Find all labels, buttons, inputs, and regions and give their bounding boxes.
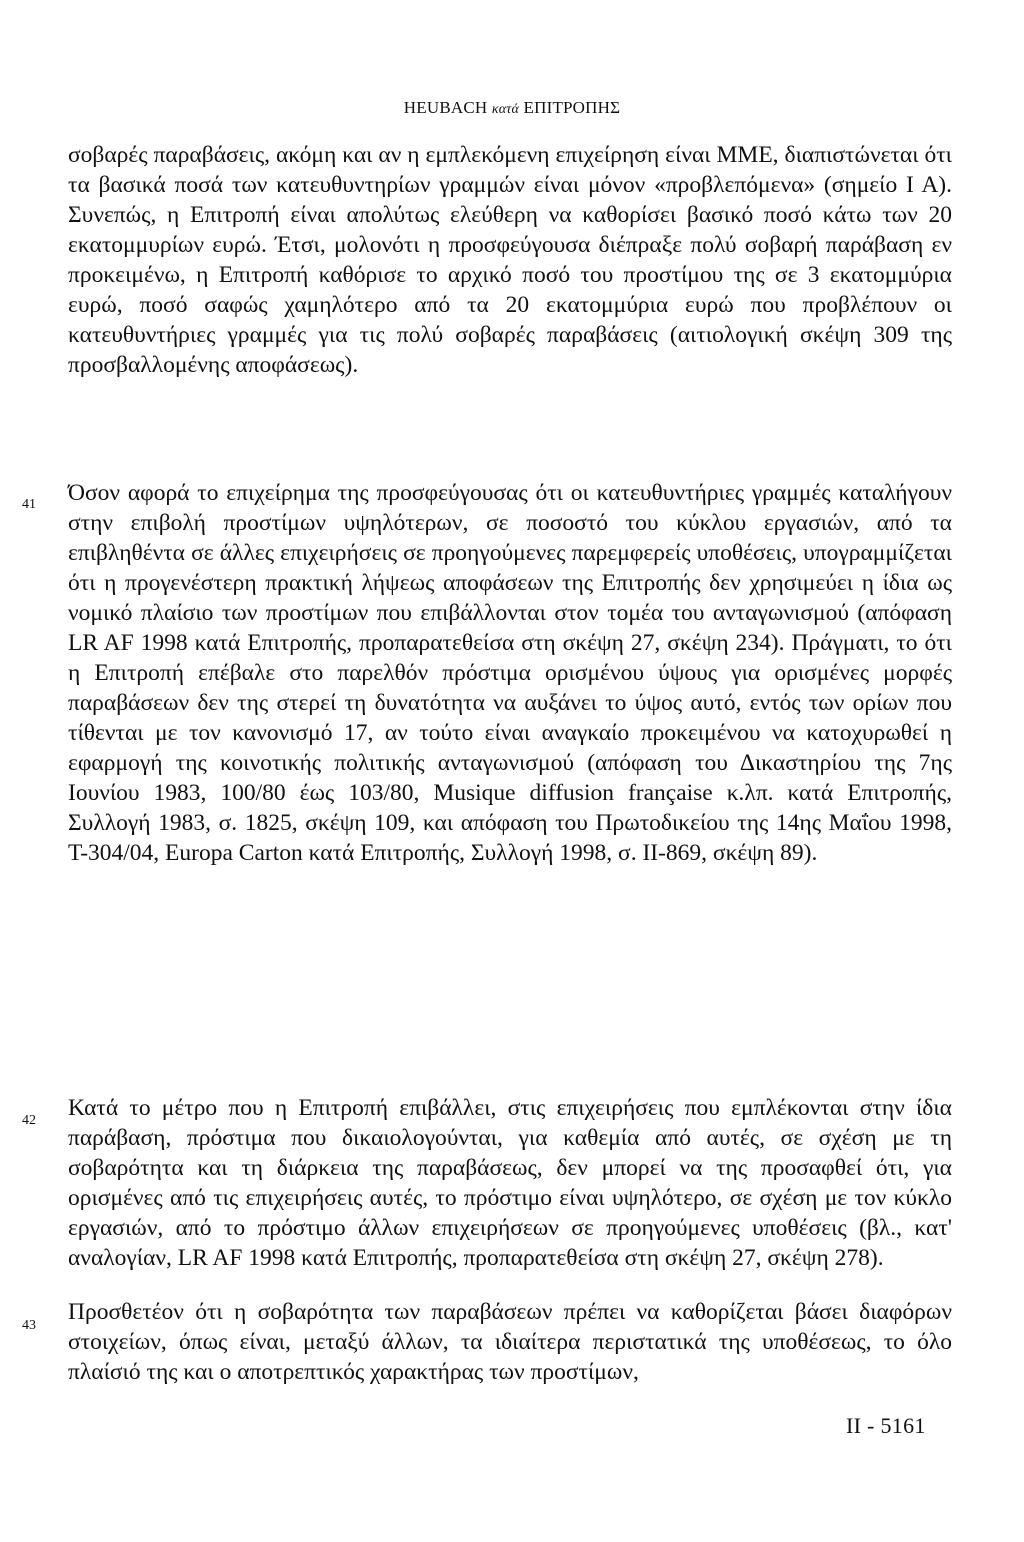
paragraph-number-43: 43 [22,1318,36,1333]
paragraph-43: Προσθετέον ότι η σοβαρότητα των παραβάσεων πρέπει να καθορίζεται βάσει διαφόρων στοιχείων, όπως είναι, μεταξύ άλλων, τα ιδιαίτερα περιστατικά της υποθέσεως, το όλο πλαίσιό της και ο αποτρεπτικός χαρακτήρας των προστίμων, [68,1299,952,1385]
paragraph-continued: σοβαρές παραβάσεις, ακόμη και αν η εμπλεκόμενη επιχείρηση είναι ΜΜΕ, διαπιστώνεται ότι τα βασικά ποσά των κατευθυντηρίων γραμμών είναι μόνον «προβλεπόμενα» (σημείο I A). Συνεπώς, η Επιτροπή είναι απολύτως ελεύθερη να καθορίσει βασικό ποσό κάτω των 20 εκατομμυρίων ευρώ. Έτσι, μολονότι η προσφεύγουσα διέπραξε πολύ σοβαρή παράβαση εν προκειμένω, η Επιτροπή καθόρισε το αρχικό ποσό του προστίμου της σε 3 εκατομμύρια ευρώ, ποσό σαφώς χαμηλότερο από τα 20 εκατομμύρια ευρώ που προβλέπουν οι κατευθυντήριες γραμμές για τις πολύ σοβαρές παραβάσεις (αιτιολογική σκέψη 309 της προσβαλλομένης αποφάσεως). [68,142,952,378]
paragraph-number-42: 42 [22,1113,36,1128]
page-number: II - 5161 [846,1413,926,1438]
header-party: HEUBACH [403,98,488,117]
paragraph-41: Όσον αφορά το επιχείρημα της προσφεύγουσας ότι οι κατευθυντήριες γραμμές καταλήγουν στην επιβολή προστίμων υψηλότερων, σε ποσοστό του κύκλου εργασιών, από τα επιβληθέντα σε άλλες επιχειρήσεις σε προηγούμενες παρεμφερείς υποθέσεις, υπογραμμίζεται ότι η προγενέστερη πρακτική λήψεως αποφάσεων της Επιτροπής δεν χρησιμεύει η ίδια ως νομικό πλαίσιο των προστίμων που επιβάλλονται στον τομέα του ανταγωνισμού (απόφαση LR AF 1998 κατά Επιτροπής, προπαρατεθείσα στη σκέψη 27, σκέψη 234). Πράγματι, το ότι η Επιτροπή επέβαλε στο παρελθόν πρόστιμα ορισμένου ύψους για ορισμένες μορφές παραβάσεων δεν της στερεί τη δυνατότητα να αυξάνει το ύψος αυτό, εντός των ορίων που τίθενται με τον κανονισμό 17, αν τούτο είναι αναγκαίο προκειμένου να κατοχυρωθεί η εφαρμογή της κοινοτικής πολιτικής ανταγωνισμού (απόφαση του Δικαστηρίου της 7ης Ιουνίου 1983, 100/80 έως 103/80, Musique diffusion française κ.λπ. κατά Επιτροπής, Συλλογή 1983, σ. 1825, σκέψη 109, και απόφαση του Πρωτοδικείου της 14ης Μαΐου 1998, T-304/04, Europa Carton κατά Επιτροπής, Συλλογή 1998, σ. II-869, σκέψη 89). [68,480,952,866]
header-versus: κατά [491,102,520,117]
header-opponent: ΕΠΙΤΡΟΠΗΣ [523,98,621,117]
paragraph-42: Κατά το μέτρο που η Επιτροπή επιβάλλει, στις επιχειρήσεις που εμπλέκονται στην ίδια παράβαση, πρόστιμα που δικαιολογούνται, για καθεμία από αυτές, σε σχέση με τη σοβαρότητα και τη διάρκεια της παραβάσεως, δεν μπορεί να της προσαφθεί ότι, για ορισμένες από τις επιχειρήσεις αυτές, το πρόστιμο είναι υψηλότερο, σε σχέση με τον κύκλο εργασιών, από το πρόστιμο άλλων επιχειρήσεων σε προηγούμενες υποθέσεις (βλ., κατ' αναλογίαν, LR AF 1998 κατά Επιτροπής, προπαρατεθείσα στη σκέψη 27, σκέψη 278). [68,1095,952,1271]
running-header [0,98,1024,118]
paragraph-number-41: 41 [22,497,36,512]
